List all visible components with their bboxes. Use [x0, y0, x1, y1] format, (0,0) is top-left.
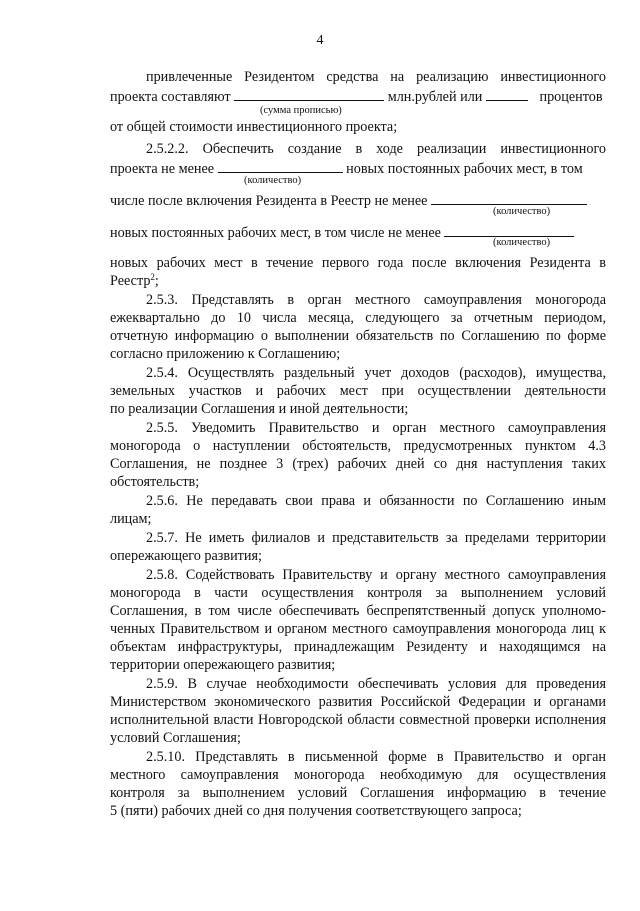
text-line: 2.5.2.2. Обеспечить создание в ходе реализации инвестиционного — [146, 141, 606, 157]
text-line: 2.5.7. Не иметь филиалов и представительств за пределами территории — [146, 530, 606, 546]
text-line: исполнительной власти Новгородской области совместной проверки исполнения — [110, 712, 606, 728]
text-line — [110, 160, 606, 178]
text-fragment: проекта составляют — [110, 89, 231, 105]
text-line: ченных Правительством и органом местного самоуправления моногорода лиц к — [110, 621, 606, 637]
page-number: 4 — [316, 33, 324, 48]
text-line: условий Соглашения; — [110, 730, 241, 746]
text-line: опережающего развития; — [110, 548, 262, 564]
text-line: от общей стоимости инвестиционного проекта; — [110, 119, 398, 135]
text-line: новых рабочих мест в течение первого года после включения Резидента в — [110, 255, 606, 271]
text-line — [110, 88, 606, 106]
text-line: моногорода о наступлении обстоятельств, предусмотренных пунктом 4.3 — [110, 438, 606, 454]
text-fragment: проекта не менее — [110, 161, 215, 177]
text-line: привлеченные Резидентом средства на реализацию инвестиционного — [146, 69, 606, 85]
text-line: земельных участков и рабочих мест при осуществлении деятельности — [110, 383, 606, 399]
text-fragment: числе после включения Резидента в Реестр не менее — [110, 193, 428, 209]
text-fragment: новых постоянных рабочих мест, в том — [346, 161, 583, 177]
text-line — [110, 273, 606, 290]
text-line: территории опережающего развития; — [110, 657, 336, 673]
footnote-marker: 2 — [150, 272, 155, 282]
text-fragment: млн.рублей или — [387, 89, 483, 105]
text-line: 2.5.6. Не передавать свои права и обязанности по Соглашению иным — [146, 493, 606, 509]
text-line: лицам; — [110, 511, 152, 527]
quantity-blank — [431, 192, 587, 205]
text-fragment: ; — [154, 273, 159, 289]
text-line: Министерством экономического развития Российской Федерации и органами — [110, 694, 606, 710]
blank-caption: (сумма прописью) — [260, 105, 342, 116]
text-line: Соглашения, не позднее 3 (трех) рабочих дней со дня наступления таких — [110, 456, 606, 472]
amount-blank — [234, 88, 384, 101]
text-line: местного самоуправления моногорода необходимую для осуществления — [110, 767, 606, 783]
blank-caption: (количество) — [493, 237, 551, 248]
percent-blank — [486, 88, 528, 101]
text-line: Соглашения, в том числе обеспечивать беспрепятственный допуск уполномо- — [110, 603, 606, 619]
text-line: 2.5.5. Уведомить Правительство и орган местного самоуправления — [146, 420, 606, 436]
text-line: контроля за выполнением условий Соглашения информацию в течение — [110, 785, 606, 801]
text-line: ежеквартально до 10 числа месяца, следующего за отчетным периодом, — [110, 310, 606, 326]
quantity-blank — [444, 224, 574, 237]
text-fragment: новых постоянных рабочих мест, в том числе не менее — [110, 225, 441, 241]
text-line: 2.5.9. В случае необходимости обеспечивать условия для проведения — [146, 676, 606, 692]
text-line: 2.5.4. Осуществлять раздельный учет доходов (расходов), имущества, — [146, 365, 606, 381]
quantity-blank — [218, 160, 343, 173]
text-line: обстоятельств; — [110, 474, 200, 490]
text-line: моногорода в части осуществления контроля за выполнением условий — [110, 585, 606, 601]
text-line: по реализации Соглашения и иной деятельности; — [110, 401, 409, 417]
text-line: 5 (пяти) рабочих дней со дня получения соответствующего запроса; — [110, 803, 522, 819]
text-line: 2.5.8. Содействовать Правительству и органу местного самоуправления — [146, 567, 606, 583]
blank-caption: (количество) — [493, 206, 551, 217]
text-line: 2.5.10. Представлять в письменной форме в Правительство и орган — [146, 749, 606, 765]
text-fragment: процентов — [539, 89, 603, 105]
text-fragment: Реестр — [110, 273, 151, 289]
text-line: согласно приложению к Соглашению; — [110, 346, 341, 362]
text-line: отчетную информацию о выполнении обязательств по Соглашению по форме — [110, 328, 606, 344]
text-line: объектам инфраструктуры, принадлежащим Резиденту и находящимся на — [110, 639, 606, 655]
text-line: 2.5.3. Представлять в орган местного самоуправления моногорода — [146, 292, 606, 308]
blank-caption: (количество) — [244, 175, 302, 186]
